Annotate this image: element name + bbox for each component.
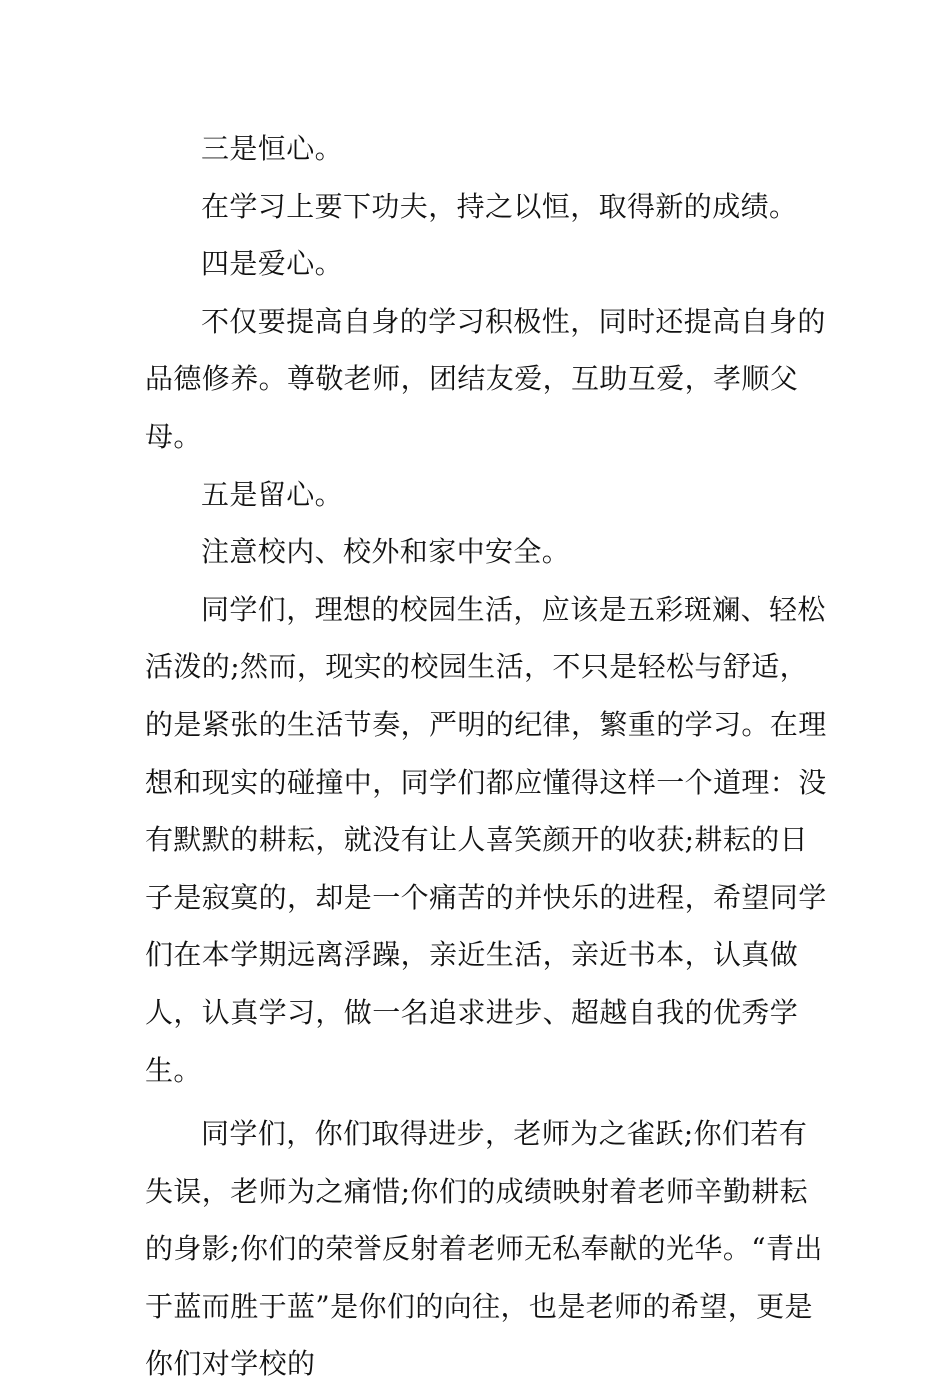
paragraph-perseverance: 在学习上要下功夫，持之以恒，取得新的成绩。 [201, 189, 798, 223]
document-body [145, 120, 835, 1393]
paragraph-teacher-hope: 同学们，你们取得进步，老师为之雀跃;你们若有失误，老师为之痛惜;你们的成绩映射着老师辛勤耕耘的身影;你们的荣誉反射着老师无私奉献的光华。“青出于蓝而胜于蓝”是你们的向往，也是老师的希望，更是你们对学校的 [145, 1117, 823, 1381]
paragraph-safety: 注意校内、校外和家中安全。 [201, 535, 571, 569]
paragraph-campus-life: 同学们，理想的校园生活，应该是五彩斑斓、轻松活泼的;然而，现实的校园生活，不只是轻松与舒适，的是紧张的生活节奏，严明的纪律，繁重的学习。在理想和现实的碰撞中，同学们都应懂得这样一个道理：没有默默的耕耘，就没有让人喜笑颜开的收获;耕耘的日子是寂寞的，却是一个痛苦的并快乐的进程，希望同学们在本学期远离浮躁，亲近生活，亲近书本，认真做人，认真学习，做一名追求进步、超越自我的优秀学生。 [145, 592, 827, 1087]
paragraph-heading-three: 三是恒心。 [201, 132, 344, 165]
paragraph-heading-four: 四是爱心。 [201, 247, 344, 281]
paragraph-heading-five: 五是留心。 [201, 477, 344, 511]
paragraph-love: 不仅要提高自身的学习积极性，同时还提高自身的品德修养。尊敬老师，团结友爱，互助互爱，孝顺父母。 [145, 304, 826, 453]
